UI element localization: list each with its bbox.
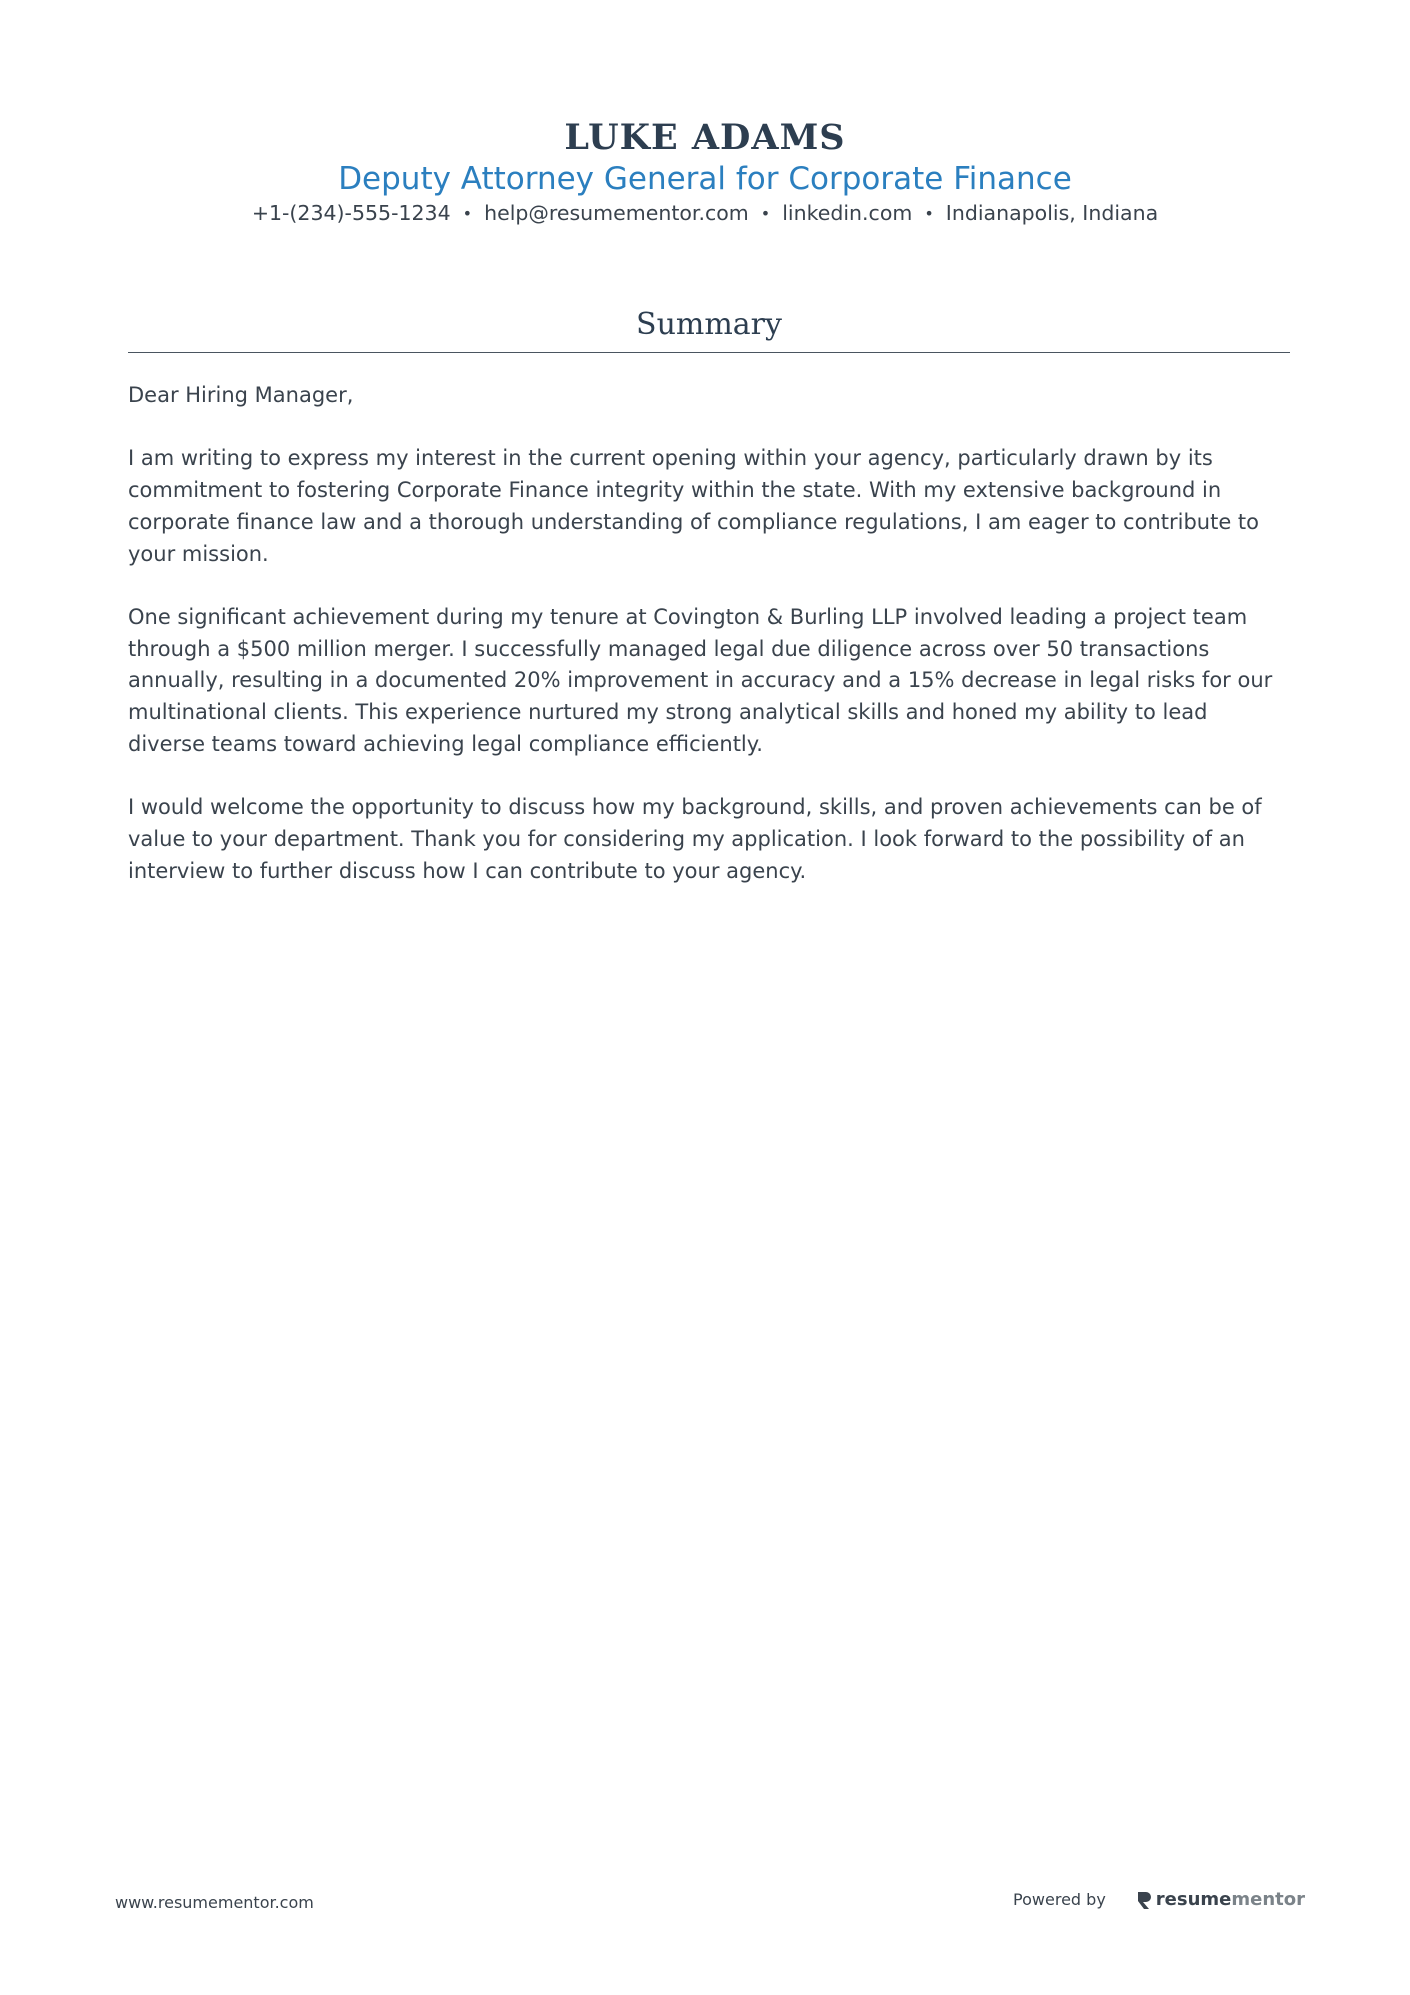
candidate-name: LUKE ADAMS — [564, 117, 846, 158]
letter-paragraph: One significant achievement during my tenure at Covington & Burling LLP involved leading a project team through a $500 million merger. I successfully managed legal due diligence across over 50 transactions annually, resulting in a documented 20% improvement in accuracy and a 15% decrease in legal risks for our multinational clients. This experience nurtured my strong analytical skills and honed my ability to lead diverse teams toward achieving legal compliance efficiently. — [128, 604, 1273, 756]
powered-by-label: Powered by — [1013, 1890, 1106, 1909]
section-title-summary: Summary — [636, 307, 782, 342]
brand-name-light: mentor — [1231, 1889, 1305, 1910]
letter-paragraph: I would welcome the opportunity to discuss how my background, skills, and proven achievements can be of value to your department. Thank you for considering my application. I look forward to the possibility of an interview to further discuss how I can contribute to your agency. — [128, 795, 1262, 883]
header — [0, 116, 1410, 229]
footer-website: www.resumementor.com — [115, 1893, 314, 1912]
separator-bullet: • — [462, 204, 473, 223]
salutation: Dear Hiring Manager, — [128, 383, 354, 407]
footer-branding — [1013, 1889, 1305, 1910]
phone-number: +1-(234)-555-1234 — [251, 201, 451, 225]
separator-bullet: • — [760, 204, 771, 223]
contact-line — [0, 198, 1410, 229]
letter-paragraph: I am writing to express my interest in the current opening within your agency, particularly drawn by its commitment to fostering Corporate Finance integrity within the state. With my extensive background in corporate finance law and a thorough understanding of compliance regulations, I am eager to contribute to your mission. — [128, 446, 1260, 566]
linkedin-link: linkedin.com — [782, 201, 913, 225]
letter-body — [128, 380, 1290, 919]
section-divider — [128, 352, 1290, 353]
resumementor-logo-icon — [1136, 1890, 1152, 1910]
brand-name-bold: resume — [1155, 1889, 1232, 1910]
separator-bullet: • — [924, 204, 934, 223]
email-address: help@resumementor.com — [484, 201, 749, 225]
job-title: Deputy Attorney General for Corporate Finance — [338, 161, 1072, 197]
location: Indianapolis, Indiana — [945, 201, 1159, 225]
